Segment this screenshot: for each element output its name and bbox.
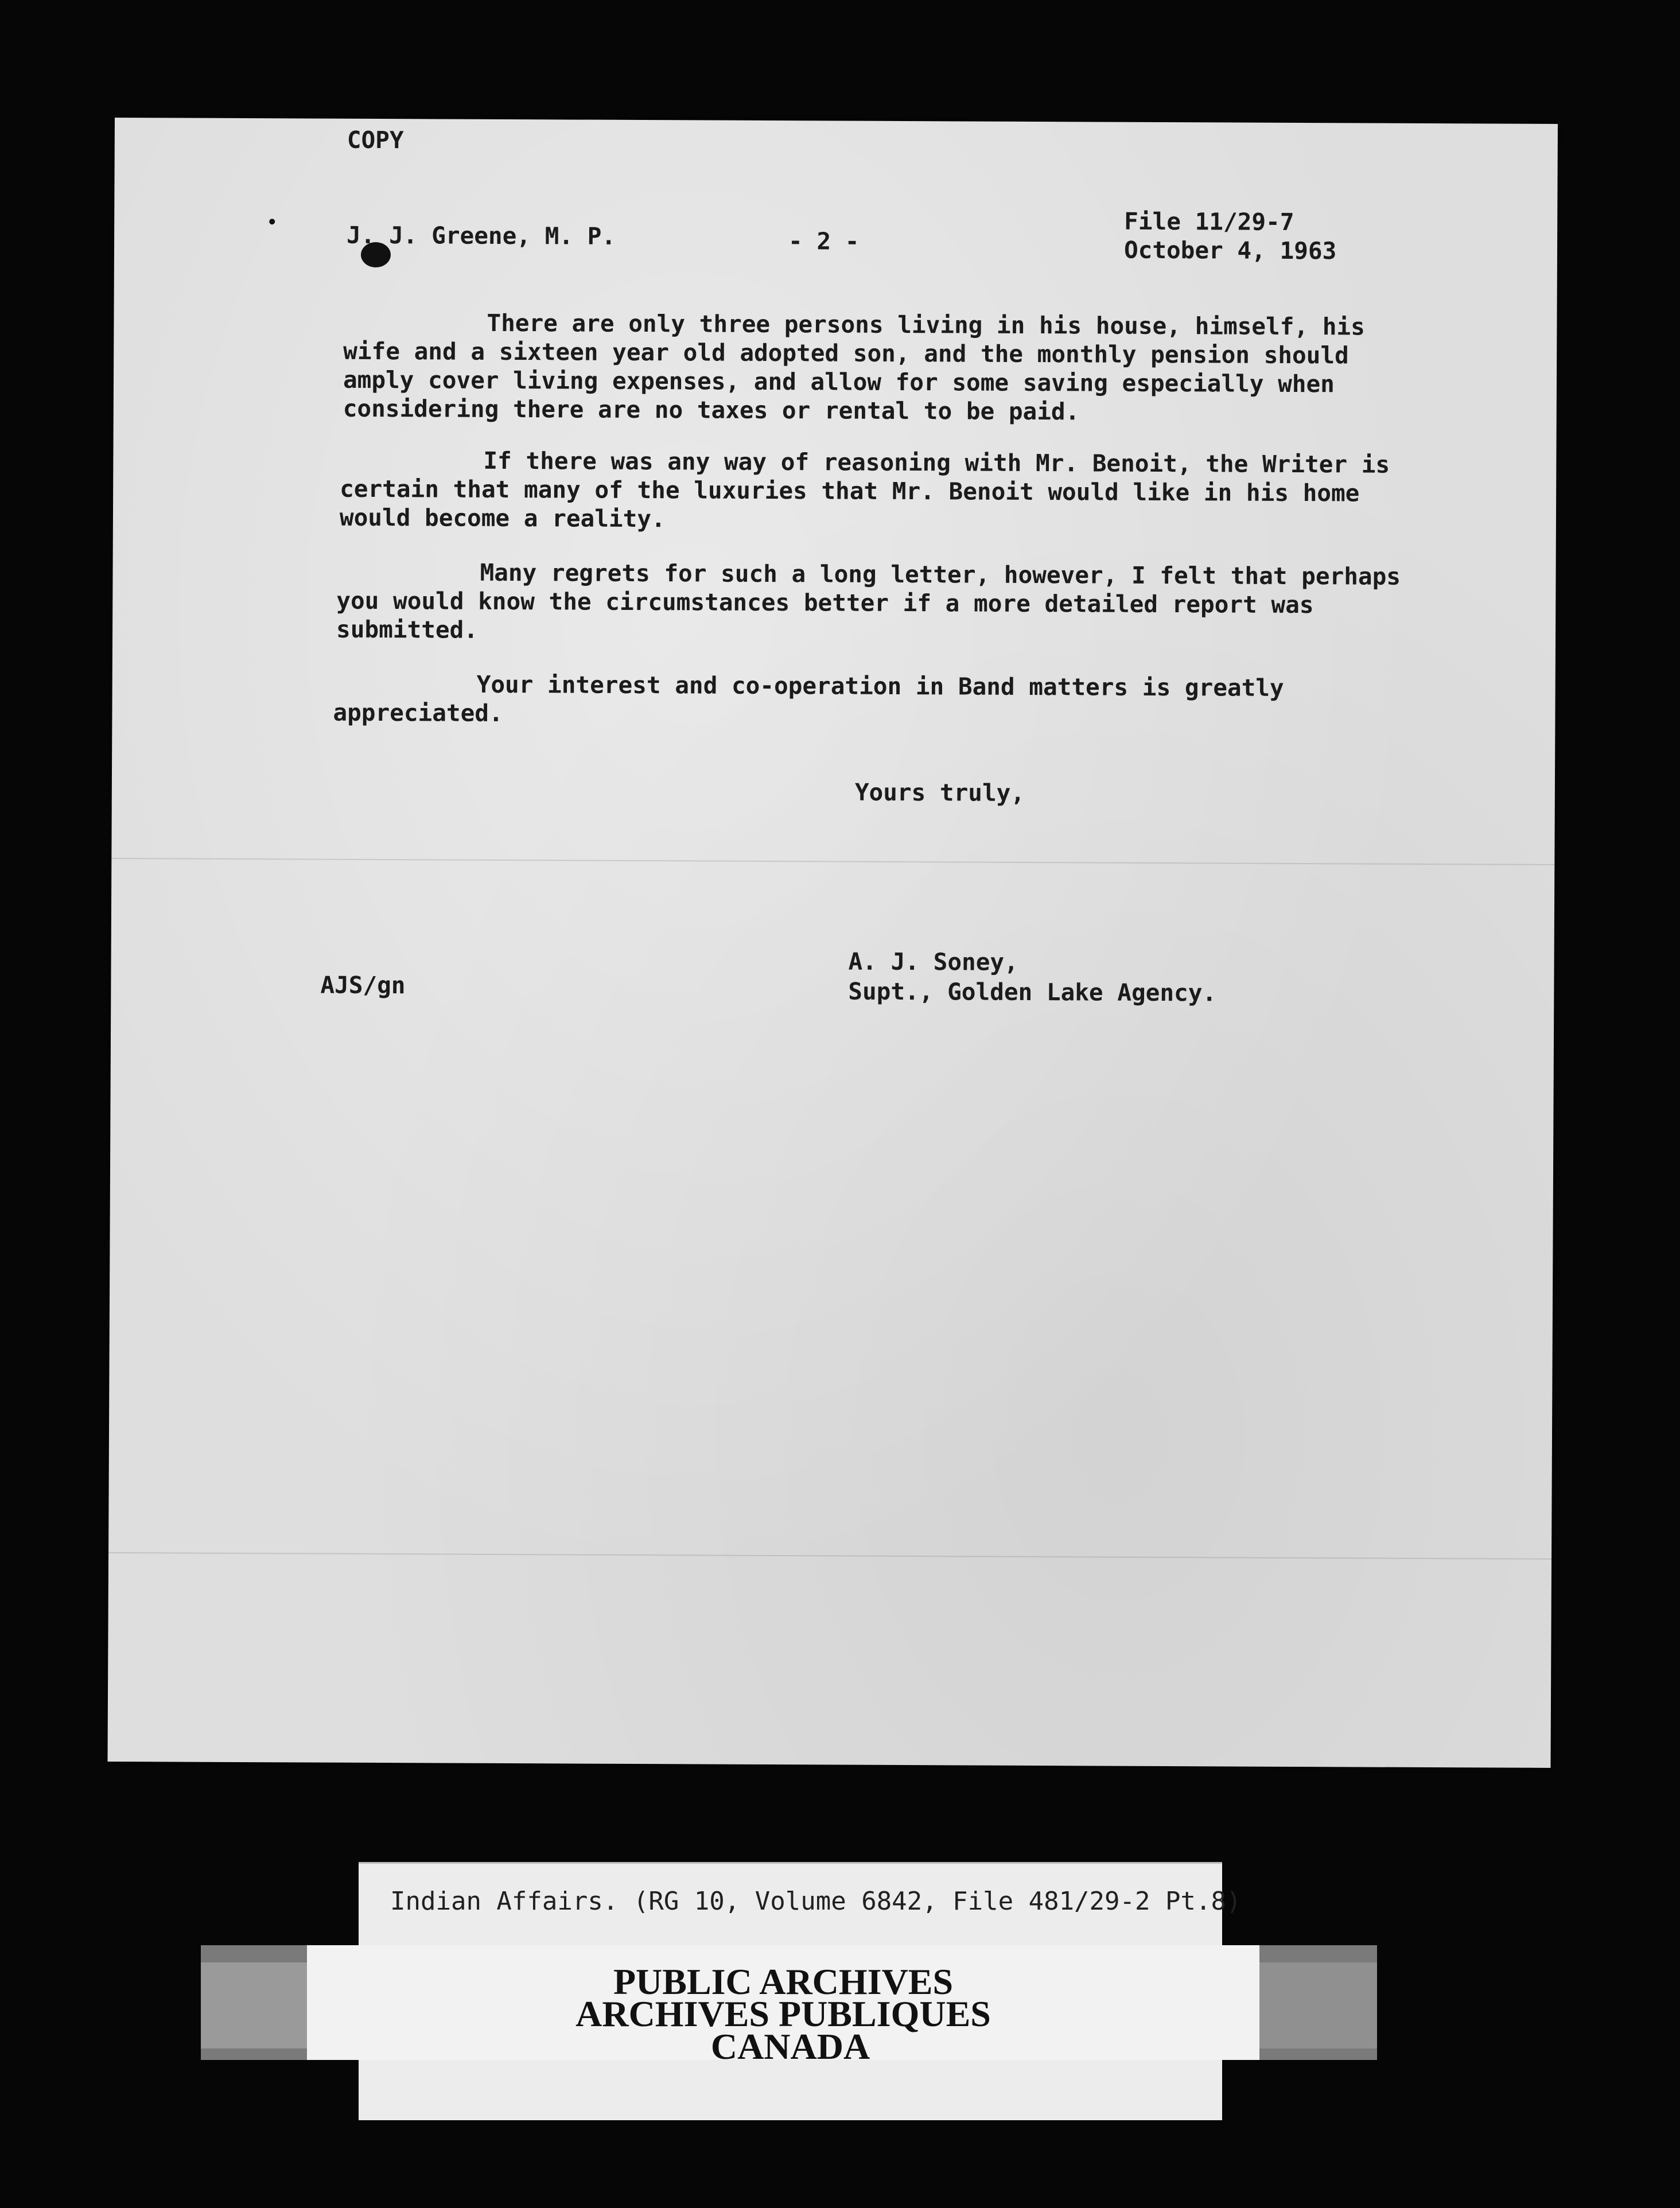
addressee-line: J. J. Greene, M. P. (347, 221, 616, 250)
fold-line (111, 858, 1554, 865)
ink-speck (269, 219, 275, 224)
letter-date: October 4, 1963 (1123, 236, 1337, 265)
stamp-tab-right (1251, 1962, 1377, 2048)
stamp-line-french: ARCHIVES PUBLIQUES (575, 1993, 991, 2034)
salutation: Yours truly, (854, 778, 1025, 807)
stamp-tab-left (201, 1962, 316, 2048)
paragraph-appreciation: Your interest and co-operation in Band matters is greatly appreciated. (333, 670, 1284, 727)
paragraph-regrets: Many regrets for such a long letter, however, I felt that perhaps you would know the circumstances better if a more detailed report was submitted. (336, 558, 1401, 644)
page-number: - 2 - (788, 227, 860, 255)
letter-page (107, 118, 1557, 1768)
stamp-line-country: CANADA (710, 2026, 870, 2067)
typist-initials: AJS/gn (320, 971, 406, 1000)
archive-stamp-footer (359, 2026, 1222, 2120)
signatory-name: A. J. Soney, (848, 947, 1018, 976)
stamp-line-english: PUBLIC ARCHIVES (613, 1961, 954, 2002)
paragraph-reasoning: If there was any way of reasoning with Mr. Benoit, the Writer is certain that many of the luxuries that Mr. Benoit would like in his home would become a reality. (339, 446, 1390, 533)
paragraph-household: There are only three persons living in his house, himself, his wife and a sixteen year old adopted son, and the monthly pension should amply cover living expenses, and allow for some saving especially when considering there are no taxes or rental to be paid. (343, 309, 1365, 426)
archive-source-label (359, 1862, 1242, 1947)
file-reference: File 11/29-7 (1124, 207, 1294, 236)
signatory-title: Supt., Golden Lake Agency. (848, 977, 1217, 1007)
fold-line (108, 1552, 1551, 1560)
source-citation: Indian Affairs. (RG 10, Volume 6842, File 481/29-2 Pt.8) (390, 1887, 1242, 1916)
copy-mark: COPY (347, 126, 404, 154)
